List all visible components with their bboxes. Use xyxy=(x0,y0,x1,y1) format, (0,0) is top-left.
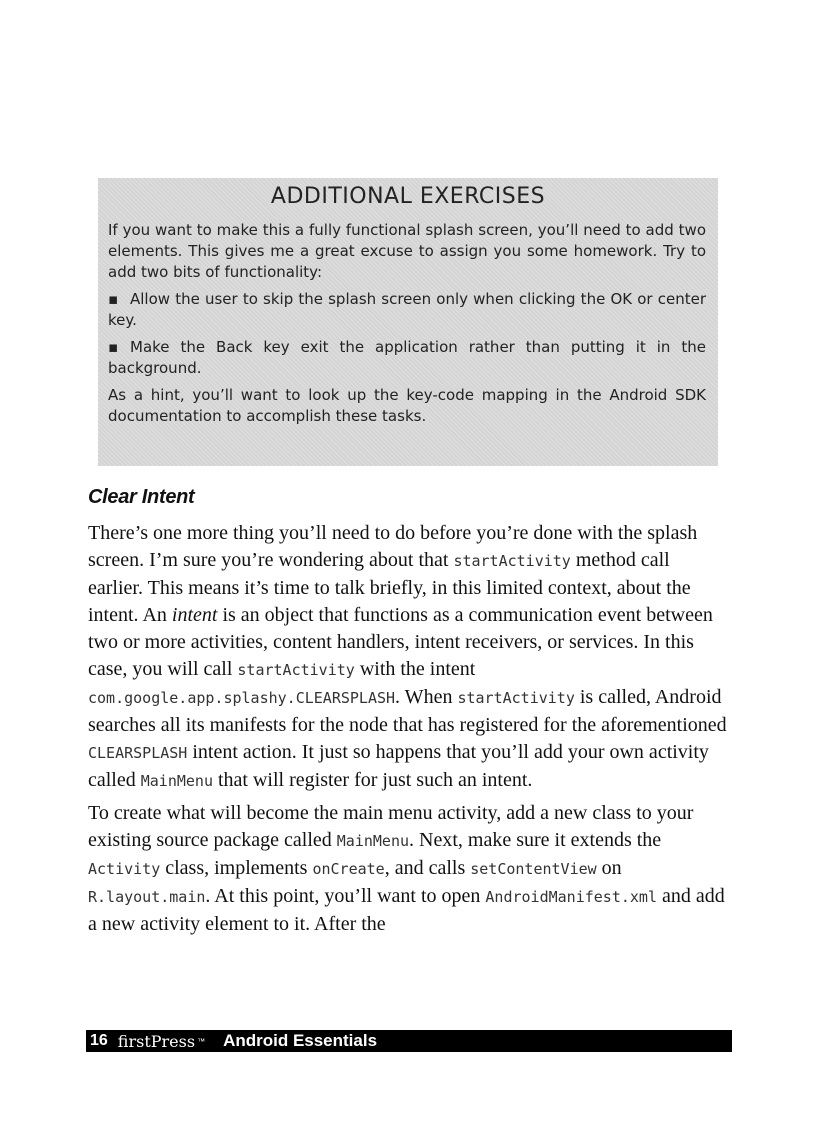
text-run: is called, Android searches all its manifests for the node that has registered for the aforementioned xyxy=(88,686,727,736)
bullet-icon: ▪ xyxy=(108,338,119,356)
code-run: startActivity xyxy=(237,661,355,679)
text-run: is an object that functions as a communication event between two or more activities, content handlers, intent receivers, or services. In this case, you will call xyxy=(88,604,713,680)
text-run: class, implements xyxy=(160,857,313,879)
code-run: Activity xyxy=(88,860,161,878)
paragraph xyxy=(88,520,728,795)
text-run: There’s one more thing you’ll need to do before you’re done with the splash screen. I’m sure you’re wondering about that xyxy=(88,522,698,571)
publisher-brand: firstPress xyxy=(117,1031,196,1051)
sidebar-bullet-text: Make the Back key exit the application rather than putting it in the background. xyxy=(108,338,706,377)
code-run: com.google.app.splashy.CLEARSPLASH xyxy=(88,689,396,707)
book-title: Android Essentials xyxy=(223,1031,378,1050)
text-run: . At this point, you’ll want to open xyxy=(205,885,486,907)
section-heading: Clear Intent xyxy=(88,486,195,508)
body-text xyxy=(88,520,728,943)
code-run: MainMenu xyxy=(140,772,213,790)
sidebar-bullet-text: Allow the user to skip the splash screen only when clicking the OK or center key. xyxy=(108,290,706,329)
sidebar-title: ADDITIONAL EXERCISES xyxy=(270,184,546,209)
emphasis-run: intent xyxy=(171,604,218,626)
sidebar-bullet xyxy=(108,289,706,331)
sidebar-body xyxy=(108,220,706,433)
code-run: startActivity xyxy=(453,552,571,570)
text-run: , and calls xyxy=(384,857,471,879)
text-run: . Next, make sure it extends the xyxy=(409,829,662,851)
text-run: and add a new activity element to it. After the xyxy=(88,885,725,935)
sidebar-intro: If you want to make this a fully functional splash screen, you’ll need to add two elements. This gives me a great excuse to assign you some homework. Try to add two bits of functionality: xyxy=(108,221,706,281)
text-run: intent action. It just so happens that you’ll add your own activity called xyxy=(88,741,709,791)
text-run: . When xyxy=(395,686,458,708)
text-run: with the intent xyxy=(354,658,476,680)
code-run: AndroidManifest.xml xyxy=(485,888,657,906)
text-run: To create what will become the main menu activity, add a new class to your existing source package called xyxy=(88,802,694,851)
text-run: that will register for just such an intent. xyxy=(213,769,533,791)
page-footer xyxy=(86,1030,732,1052)
text-run: method call earlier. This means it’s time to talk briefly, in this limited context, about the intent. An xyxy=(88,549,691,626)
code-run: MainMenu xyxy=(336,832,410,850)
code-run: startActivity xyxy=(457,689,575,707)
exercises-sidebar xyxy=(98,178,718,466)
paragraph xyxy=(88,800,728,938)
sidebar-bullet xyxy=(108,337,706,379)
bullet-icon: ▪ xyxy=(108,290,119,308)
text-run: on xyxy=(596,857,622,879)
page-number: 16 xyxy=(90,1032,108,1049)
sidebar-hint: As a hint, you’ll want to look up the key-code mapping in the Android SDK documentation to accomplish these tasks. xyxy=(108,386,706,425)
trademark-mark: ™ xyxy=(197,1036,206,1046)
code-run: onCreate xyxy=(312,860,385,878)
code-run: setContentView xyxy=(470,860,597,878)
code-run: R.layout.main xyxy=(88,888,206,906)
code-run: CLEARSPLASH xyxy=(88,744,188,762)
